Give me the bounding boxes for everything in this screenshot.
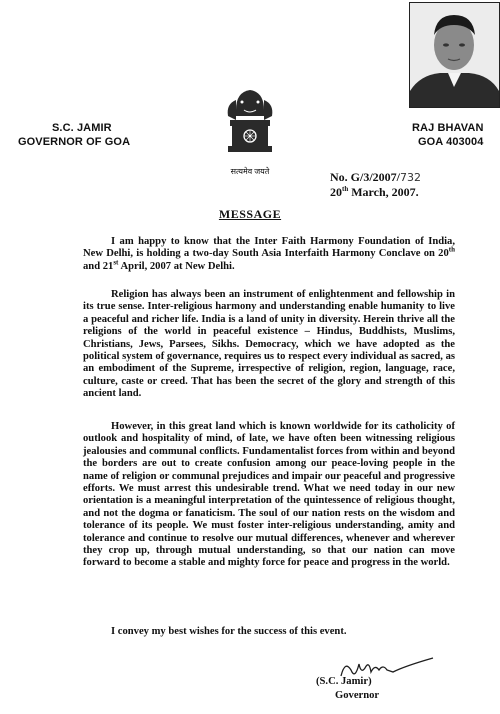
reference-block xyxy=(330,170,421,199)
governor-name: S.C. JAMIR xyxy=(52,122,112,134)
signatory-title: Governor xyxy=(335,690,380,701)
governor-title: GOVERNOR OF GOA xyxy=(18,136,131,148)
national-emblem-icon xyxy=(222,86,278,166)
paragraph-1: I am happy to know that the Inter Faith Harmony Foundation of India, New Delhi, is holding a two-day South Asia Interfaith Harmony Conclave on 20th and 21st April, 2007 at New Delhi. xyxy=(83,236,455,272)
office-name: RAJ BHAVAN xyxy=(412,122,484,134)
reference-number: No. G/3/2007/732 xyxy=(330,170,422,184)
national-motto: सत्यमेव जयते xyxy=(230,167,270,176)
office-address: GOA 403004 xyxy=(418,136,484,148)
reference-handwritten: 732 xyxy=(400,171,422,184)
paragraph-3: However, in this great land which is known worldwide for its catholicity of outlook and hospitality of mind, of late, we have often been witnessing religious jealousies and communal conflicts. Fundamentalist forces from within and beyond the borders are out to create confusion among our peace-loving people in the name of religion or communal prejudices and impair our peaceful and progressive efforts. We must arrest this undesirable trend. What we need today in our new orientation is a meaningful interpretation of the quintessence of religious thought, and not the dogma or fanaticism. The soul of our nation rests on the wisdom and tolerance of its people. We must foster inter-religious understanding, amity and tolerance and continue to resolve our mutual differences, whenever and wherever they crop up, through mutual understanding, so that our nation can move forward to become a stable and mighty force for peace and progress in the world. xyxy=(83,421,455,569)
governor-portrait xyxy=(409,2,500,108)
paragraph-4: I convey my best wishes for the success of this event. xyxy=(111,626,347,637)
message-heading: MESSAGE xyxy=(218,207,282,221)
paragraph-2: Religion has always been an instrument of enlightenment and fellowship in its true sense. Inter-religious harmony and understanding enable humanity to live a peaceful and richer life. India is a land of unity in diversity. Herein thrive all the religions of the world in peaceful existence – Hindus, Buddhists, Muslims, Christians, Jews, Parsees, Sikhs. Democracy, which we have adopted as the political system of governance, requires us to respect every individual as sacred, as an embodiment of the Supreme, irrespective of religion, region, language, race, culture, caste or creed. That has been the secret of the glory and strength of this ancient land. xyxy=(83,289,455,400)
letter-date: 20th March, 2007. xyxy=(330,185,419,199)
signatory-name: (S.C. Jamir) xyxy=(316,676,372,687)
